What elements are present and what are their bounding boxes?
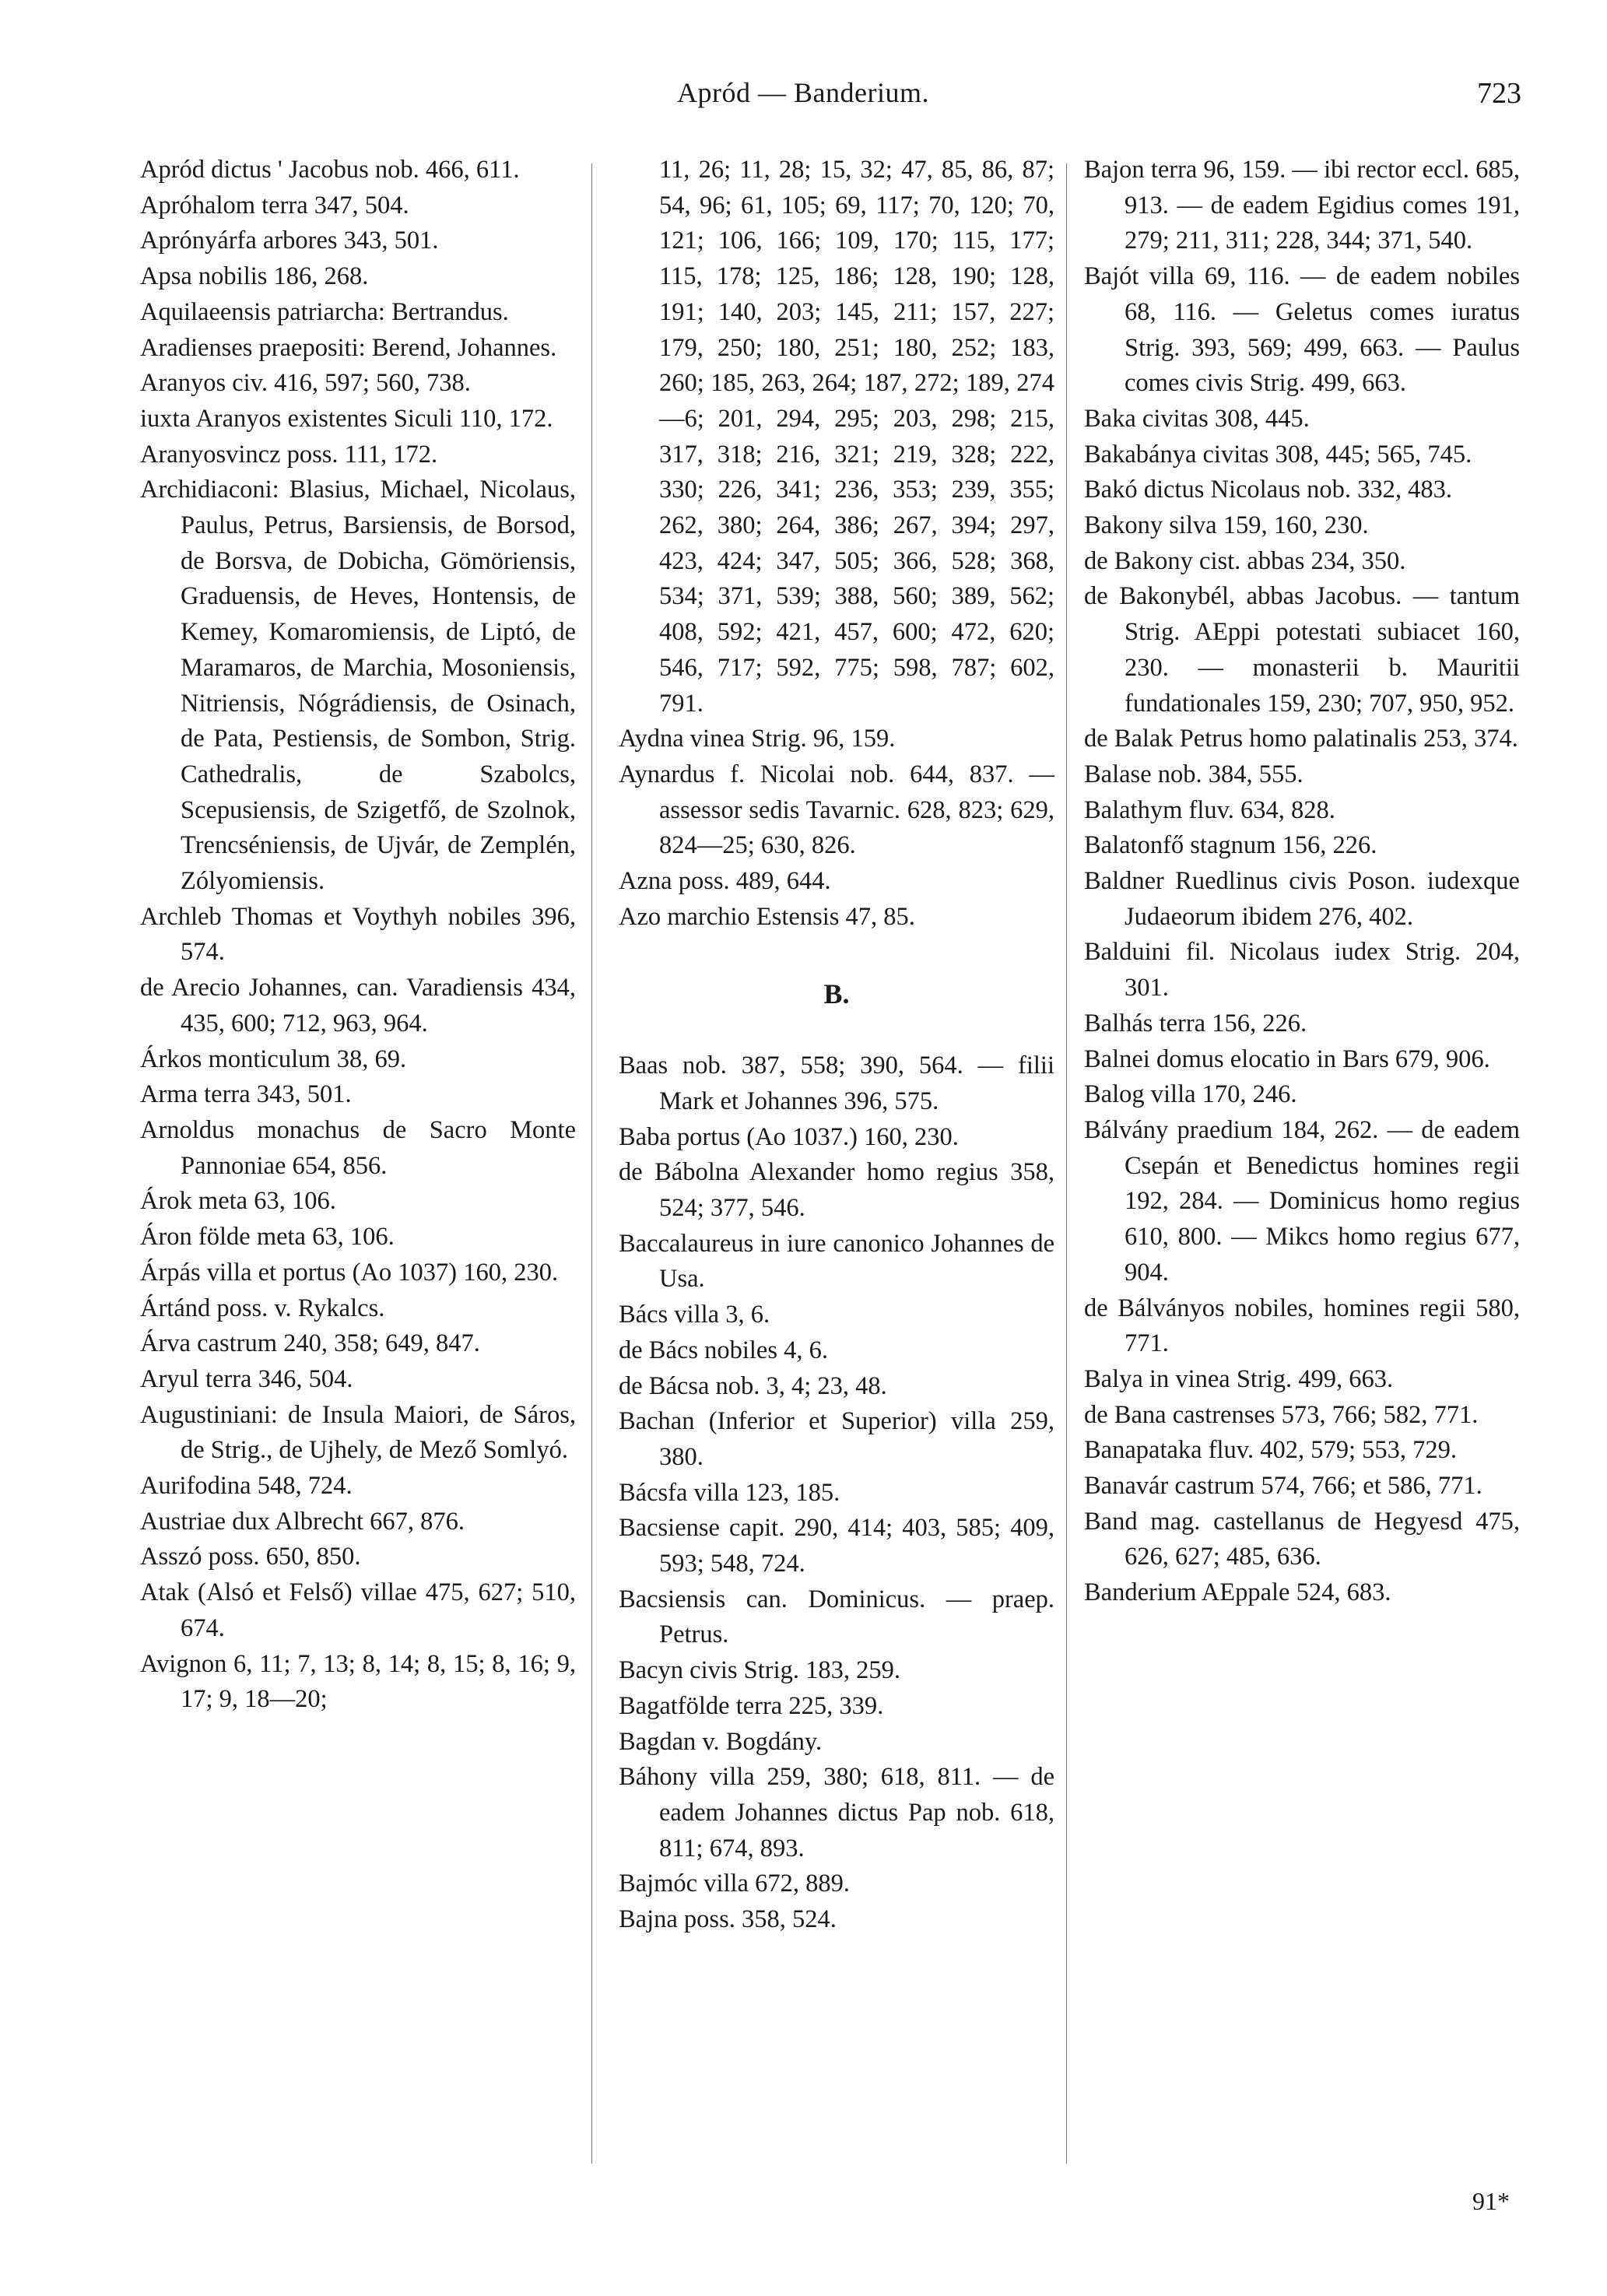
index-entry: Ártánd poss. v. Rykalcs.	[140, 1294, 385, 1322]
index-entry: Balase nob. 384, 555.	[1084, 760, 1303, 788]
index-entry: de Bábolna Alexander homo regius 358, 524; 377, 546.	[619, 1158, 1054, 1222]
index-entry: Bácsfa villa 123, 185.	[619, 1478, 840, 1507]
index-entry: Bálvány praedium 184, 262. — de eadem Csepán et Benedictus homines regii 192, 284. — Dominicus homo regius 610, 800. — Mikcs homo regius 677, 904.	[1084, 1115, 1520, 1287]
index-entry: de Bakonybél, abbas Jacobus. — tantum Strig. AEppi potestati subiacet 160, 230. — monasterii b. Mauritii fundationales 159, 230; 707, 950, 952.	[1084, 582, 1520, 718]
index-entry: Apróhalom terra 347, 504.	[140, 191, 409, 219]
index-entry: Balathym fluv. 634, 828.	[1084, 795, 1335, 824]
index-entry: Aquilaeensis patriarcha: Bertrandus.	[140, 297, 509, 326]
index-entry: Banavár castrum 574, 766; et 586, 771.	[1084, 1472, 1482, 1501]
column-divider	[1066, 163, 1067, 2164]
index-entry: Balya in vinea Strig. 499, 663.	[1084, 1364, 1394, 1393]
index-entry: Aprónyárfa arbores 343, 501.	[140, 226, 439, 255]
index-entry: Aradienses praepositi: Berend, Johannes.	[140, 333, 557, 362]
index-entry: Árkos monticulum 38, 69.	[140, 1044, 407, 1073]
index-entry: Aynardus f. Nicolai nob. 644, 837. — assessor sedis Tavarnic. 628, 823; 629, 824—25; 630, 826.	[619, 760, 1054, 860]
running-title: Apród — Banderium.	[677, 77, 929, 108]
index-entry: Aydna vinea Strig. 96, 159.	[619, 725, 896, 753]
index-entry: Band mag. castellanus de Hegyesd 475, 626, 627; 485, 636.	[1084, 1507, 1520, 1571]
index-entry: Bachan (Inferior et Superior) villa 259, 380.	[619, 1407, 1054, 1471]
index-entry: Banderium AEppale 524, 683.	[1084, 1578, 1391, 1607]
index-entry: Balhás terra 156, 226.	[1084, 1009, 1307, 1037]
index-entry: Árpás villa et portus (Ao 1037) 160, 230.	[140, 1258, 559, 1287]
index-entry: Bakony silva 159, 160, 230.	[1084, 511, 1369, 540]
index-entry: Bajna poss. 358, 524.	[619, 1905, 837, 1934]
index-entry: Baka civitas 308, 445.	[1084, 404, 1310, 433]
column-divider	[591, 163, 592, 2164]
index-entry: Bacyn civis Strig. 183, 259.	[619, 1656, 900, 1685]
index-column-2	[619, 153, 1054, 1938]
index-entry: Arnoldus monachus de Sacro Monte Pannoniae 654, 856.	[140, 1115, 576, 1180]
index-entry: Archleb Thomas et Voythyh nobiles 396, 574.	[140, 902, 576, 967]
index-entry: de Bácsa nob. 3, 4; 23, 48.	[619, 1371, 887, 1400]
index-entry: de Bács nobiles 4, 6.	[619, 1336, 828, 1364]
index-entry: Bakó dictus Nicolaus nob. 332, 483.	[1084, 476, 1453, 504]
index-entry: Árok meta 63, 106.	[140, 1187, 336, 1216]
index-entry: Augustiniani: de Insula Maiori, de Sáros, de Strig., de Ujhely, de Mező Somlyó.	[140, 1400, 576, 1465]
index-entry: Bajon terra 96, 159. — ibi rector eccl. 685, 913. — de eadem Egidius comes 191, 279; 211, 311; 228, 344; 371, 540.	[1084, 156, 1520, 255]
signature-mark: 91*	[1472, 2187, 1510, 2215]
index-entry: Bajmóc villa 672, 889.	[619, 1869, 850, 1898]
index-entry: Baba portus (Ao 1037.) 160, 230.	[619, 1122, 959, 1151]
index-entry: Apsa nobilis 186, 268.	[140, 262, 369, 291]
index-entry: Asszó poss. 650, 850.	[140, 1543, 361, 1571]
index-entry: Baccalaureus in iure canonico Johannes de Usa.	[619, 1229, 1054, 1294]
index-entry: Archidiaconi: Blasius, Michael, Nicolaus, Paulus, Petrus, Barsiensis, de Borsod, de Borsva, de Dobicha, Gömöriensis, Graduensis, de Heves, Hontensis, de Kemey, Komaromiensis, de Liptó, de Maramaros, de Marchia, Mosoniensis, Nitriensis, Nógrádiensis, de Osinach, de Pata, Pestiensis, de Sombon, Strig. Cathedralis, de Szabolcs, Scepusiensis, de Szigetfő, de Szolnok, Trencséniensis, de Ujvár, de Zemplén, Zólyomiensis.	[140, 476, 576, 896]
index-entry: Banapataka fluv. 402, 579; 553, 729.	[1084, 1436, 1457, 1465]
index-entry: Bács villa 3, 6.	[619, 1301, 770, 1329]
index-entry: de Bakony cist. abbas 234, 350.	[1084, 546, 1406, 575]
index-entry: Bacsiensis can. Dominicus. — praep. Petrus.	[619, 1585, 1054, 1649]
page-header	[0, 76, 1607, 123]
index-entry: Apród dictus ' Jacobus nob. 466, 611.	[140, 156, 520, 184]
index-entry: Balduini fil. Nicolaus iudex Strig. 204, 301.	[1084, 938, 1520, 1002]
index-entry: Báhony villa 259, 380; 618, 811. — de eadem Johannes dictus Pap nob. 618, 811; 674, 893.	[619, 1763, 1054, 1862]
index-entry: Árva castrum 240, 358; 649, 847.	[140, 1329, 480, 1358]
index-entry: de Balak Petrus homo palatinalis 253, 374.	[1084, 725, 1518, 753]
index-entry: de Arecio Johannes, can. Varadiensis 434, 435, 600; 712, 963, 964.	[140, 974, 576, 1037]
index-entry: Bagatfölde terra 225, 339.	[619, 1691, 884, 1720]
index-entry: Balnei domus elocatio in Bars 679, 906.	[1084, 1044, 1490, 1073]
letter-heading: B.	[823, 978, 850, 1010]
index-entry: Aranyosvincz poss. 111, 172.	[140, 440, 438, 469]
index-entry: Aryul terra 346, 504.	[140, 1364, 353, 1393]
index-entry: Bajót villa 69, 116. — de eadem nobiles 68, 116. — Geletus comes iuratus Strig. 393, 569; 499, 663. — Paulus comes civis Strig. 499, 663.	[1084, 262, 1520, 398]
index-entry: Bagdan v. Bogdány.	[619, 1727, 823, 1756]
index-entry: Baas nob. 387, 558; 390, 564. — filii Mark et Johannes 396, 575.	[619, 1051, 1054, 1115]
index-entry: Arma terra 343, 501.	[140, 1080, 352, 1109]
index-entry: Bakabánya civitas 308, 445; 565, 745.	[1084, 440, 1472, 469]
index-entry: Baldner Ruedlinus civis Poson. iudexque Judaeorum ibidem 276, 402.	[1084, 867, 1520, 931]
index-entry: iuxta Aranyos existentes Siculi 110, 172.	[140, 404, 553, 433]
index-entry: de Bana castrenses 573, 766; 582, 771.	[1084, 1400, 1479, 1429]
index-entry: Aranyos civ. 416, 597; 560, 738.	[140, 369, 471, 398]
index-entry: Balog villa 170, 246.	[1084, 1080, 1297, 1109]
index-entry: Bacsiense capit. 290, 414; 403, 585; 409, 593; 548, 724.	[619, 1514, 1054, 1578]
page-number: 723	[1477, 77, 1521, 110]
index-entry: Áron földe meta 63, 106.	[140, 1223, 395, 1252]
index-column-1	[140, 153, 576, 1718]
index-entry: Austriae dux Albrecht 667, 876.	[140, 1507, 465, 1536]
index-entry: Azna poss. 489, 644.	[619, 867, 831, 896]
index-entry: Azo marchio Estensis 47, 85.	[619, 902, 915, 931]
index-entry: Balatonfő stagnum 156, 226.	[1084, 831, 1377, 860]
index-entry: Aurifodina 548, 724.	[140, 1472, 353, 1501]
index-entry-continuation: 11, 26; 11, 28; 15, 32; 47, 85, 86, 87; 54, 96; 61, 105; 69, 117; 70, 120; 70, 121; 106, 166; 109, 170; 115, 177; 115, 178; 125, 186; 128, 190; 128, 191; 140, 203; 145, 211; 157, 227; 179, 250; 180, 251; 180, 252; 183, 260; 185, 263, 264; 187, 272; 189, 274—6; 201, 294, 295; 203, 298; 215, 317, 318; 216, 321; 219, 328; 222, 330; 226, 341; 236, 353; 239, 355; 262, 380; 264, 386; 267, 394; 297, 423, 424; 347, 505; 366, 528; 368, 534; 371, 539; 388, 560; 389, 562; 408, 592; 421, 457, 600; 472, 620; 546, 717; 592, 775; 598, 787; 602, 791.	[659, 156, 1054, 718]
index-entry: Atak (Alsó et Felső) villae 475, 627; 510, 674.	[140, 1578, 576, 1642]
index-column-3	[1084, 153, 1520, 1611]
index-entry: de Bálványos nobiles, homines regii 580, 771.	[1084, 1294, 1520, 1358]
index-entry: Avignon 6, 11; 7, 13; 8, 14; 8, 15; 8, 16; 9, 17; 9, 18—20;	[140, 1649, 576, 1714]
